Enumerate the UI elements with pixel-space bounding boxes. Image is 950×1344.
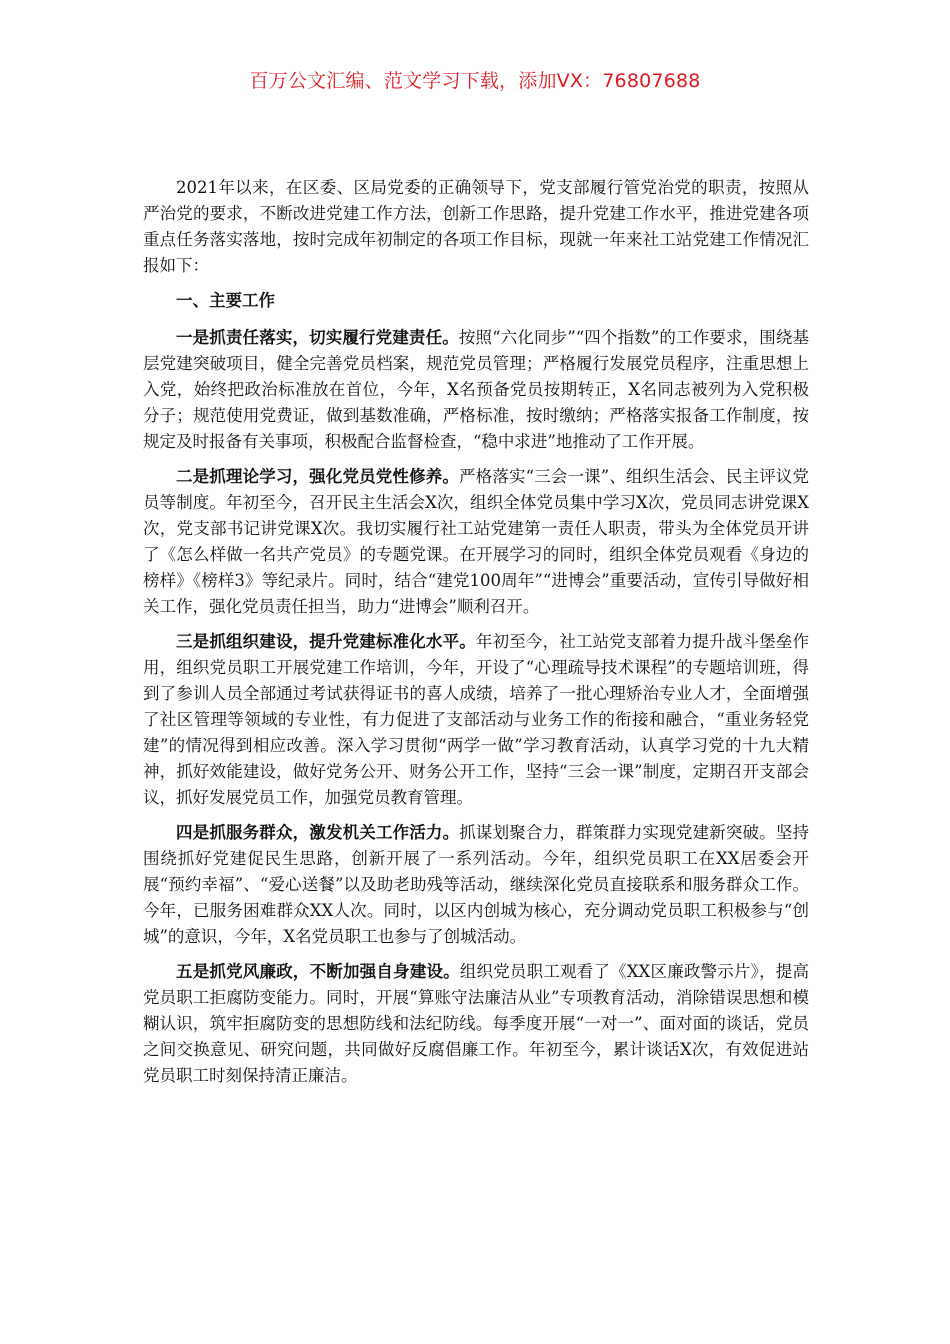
- work-item-lead: 三是抓组织建设，提升党建标准化水平。: [176, 632, 476, 651]
- intro-paragraph: 2021年以来，在区委、区局党委的正确领导下，党支部履行管党治党的职责，按照从严治党的要求，不断改进党建工作方法，创新工作思路，提升党建工作水平，推进党建各项重点任务落实落地，按时完成年初制定的各项工作目标，现就一年来社工站党建工作情况汇报如下：: [143, 178, 809, 275]
- work-item-paragraph: [143, 820, 809, 950]
- work-item-text: 按照“六化同步”“四个指数”的工作要求，围绕基层党建突破项目，健全完善党员档案，规范党员管理；严格履行发展党员程序，注重思想上入党，始终把政治标准放在首位，今年，X名预备党员按期转正，X名同志被列为入党积极分子；规范使用党费证，做到基数准确，严格标准，按时缴纳；严格落实报备工作制度，按规定及时报备有关事项，积极配合监督检查，“稳中求进”地推动了工作开展。: [143, 328, 810, 451]
- work-item-lead: 五是抓党风廉政，不断加强自身建设。: [176, 962, 460, 981]
- work-item-paragraph: [143, 629, 809, 811]
- work-item-text: 严格落实“三会一课”、组织生活会、民主评议党员等制度。年初至今，召开民主生活会X次，组织全体党员集中学习X次，党员同志讲党课X次，党支部书记讲党课X次。我切实履行社工站党建第一责任人职责，带头为全体党员开讲了《怎么样做一名共产党员》的专题党课。在开展学习的同时，组织全体党员观看《身边的榜样》《榜样3》等纪录片。同时，结合“建党100周年”“进博会”重要活动，宣传引导做好相关工作，强化党员责任担当，助力“进博会”顺利召开。: [143, 467, 810, 616]
- work-item-text: 抓谋划聚合力，群策群力实现党建新突破。坚持围绕抓好党建促民生思路，创新开展了一系列活动。今年，组织党员职工在XX居委会开展“预约幸福”、“爱心送餐”以及助老助残等活动，继续深化党员直接联系和服务群众工作。今年，已服务困难群众XX人次。同时，以区内创城为核心，充分调动党员职工积极参与“创城”的意识，今年，X名党员职工也参与了创城活动。: [143, 823, 810, 946]
- work-item-paragraph: [143, 325, 809, 455]
- work-item-lead: 四是抓服务群众，激发机关工作活力。: [176, 823, 460, 842]
- work-item-lead: 一是抓责任落实，切实履行党建责任。: [176, 328, 459, 347]
- document-body: [143, 175, 809, 1098]
- work-item-paragraph: [143, 464, 809, 620]
- work-item-paragraph: [143, 959, 809, 1089]
- section-heading: 一、主要工作: [176, 291, 275, 310]
- work-item-lead: 二是抓理论学习，强化党员党性修养。: [176, 467, 460, 486]
- work-item-text: 年初至今，社工站党支部着力提升战斗堡垒作用，组织党员职工开展党建工作培训，今年，开设了“心理疏导技术课程”的专题培训班，得到了参训人员全部通过考试获得证书的喜人成绩，培养了一批心理矫治专业人才，全面增强了社区管理等领域的专业性，有力促进了支部活动与业务工作的衔接和融合，“重业务轻党建”的情况得到相应改善。深入学习贯彻“两学一做”学习教育活动，认真学习党的十九大精神，抓好效能建设，做好党务公开、财务公开工作，坚持“三会一课”制度，定期召开支部会议，抓好发展党员工作，加强党员教育管理。: [143, 632, 810, 807]
- header-banner: 百万公文汇编、范文学习下载，添加VX：76807688: [249, 70, 701, 92]
- work-item-text: 组织党员职工观看了《XX区廉政警示片》，提高党员职工拒腐防变能力。同时，开展“算账守法廉洁从业”专项教育活动，消除错误思想和模糊认识，筑牢拒腐防变的思想防线和法纪防线。每季度开展“一对一”、面对面的谈话，党员之间交换意见、研究问题，共同做好反腐倡廉工作。年初至今，累计谈话X次，有效促进站党员职工时刻保持清正廉洁。: [143, 962, 810, 1085]
